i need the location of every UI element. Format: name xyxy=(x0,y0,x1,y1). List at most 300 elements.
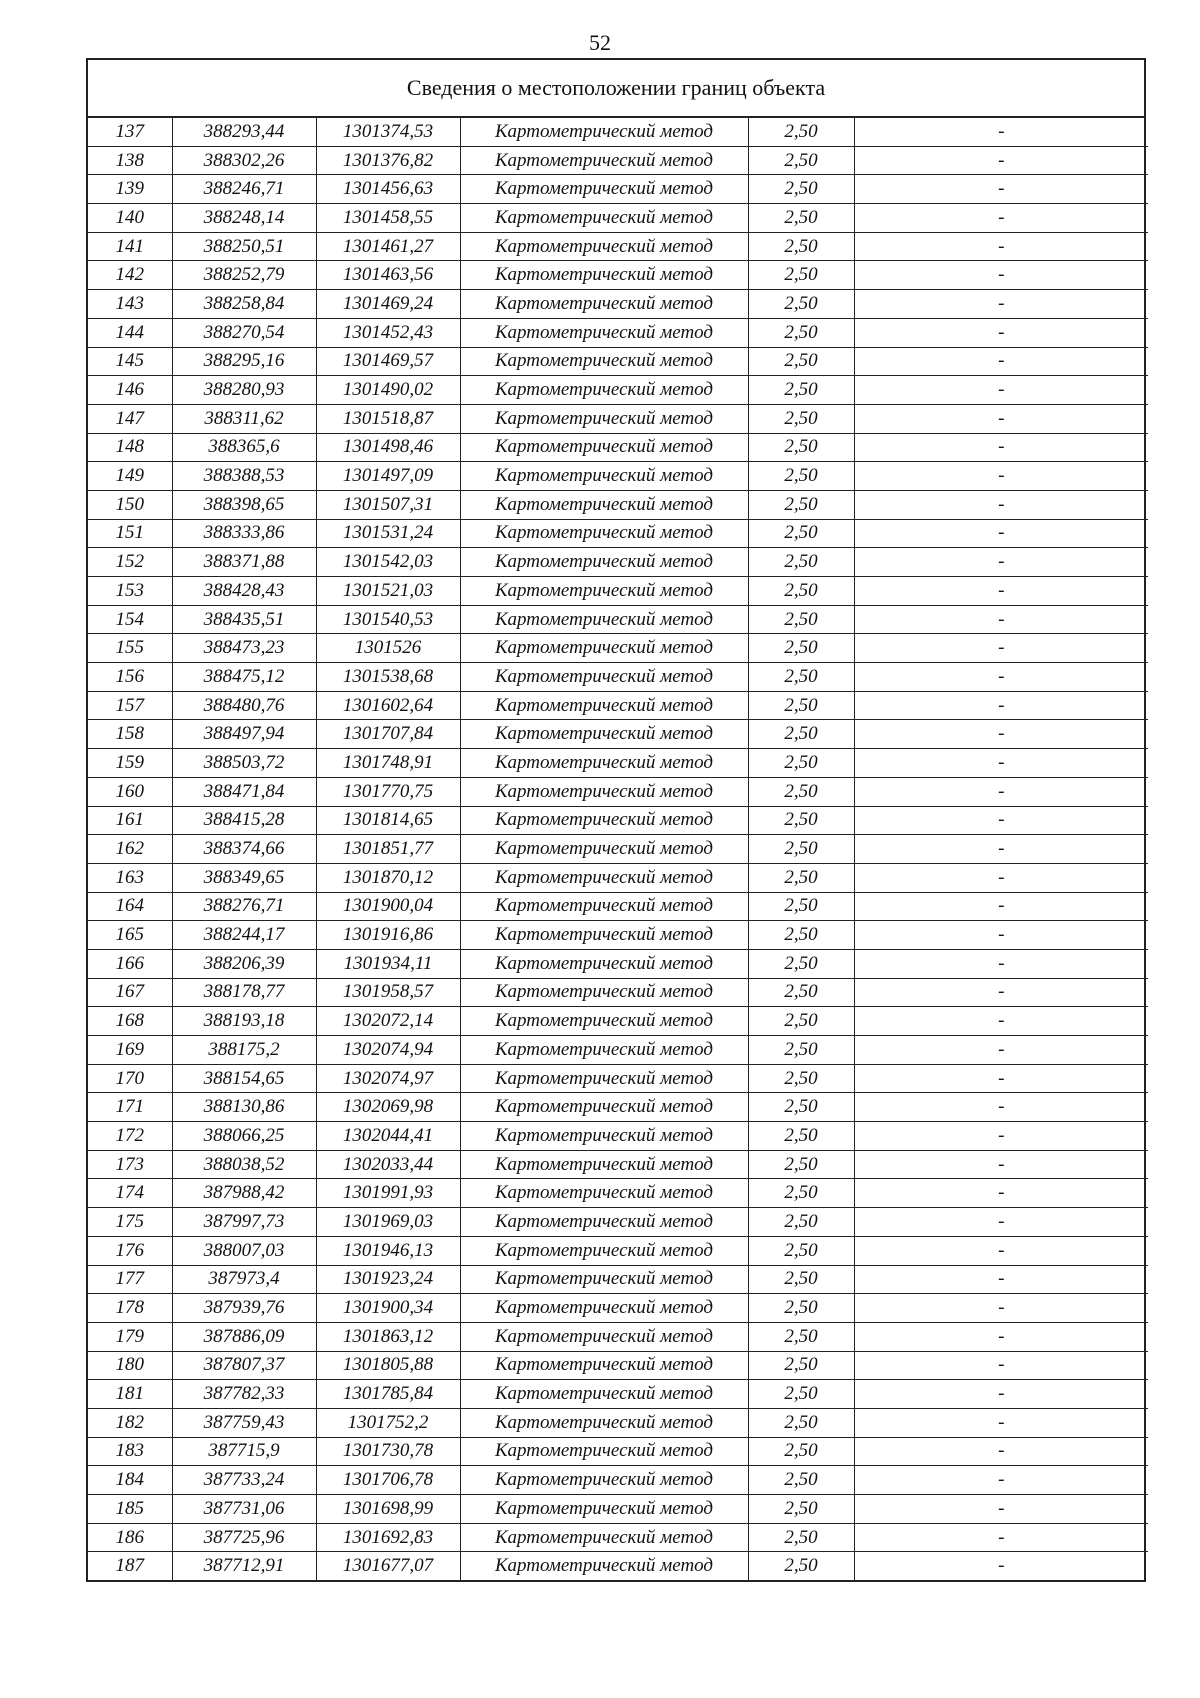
page-number: 52 xyxy=(589,30,611,55)
accuracy-cell: 2,50 xyxy=(748,433,854,462)
x-coordinate-cell: 388475,12 xyxy=(172,663,316,692)
accuracy-cell: 2,50 xyxy=(748,261,854,290)
table-row xyxy=(88,204,1148,233)
method-cell: Картометрический метод xyxy=(460,1408,748,1437)
x-coordinate-cell: 388066,25 xyxy=(172,1122,316,1151)
x-coordinate-cell: 387807,37 xyxy=(172,1351,316,1380)
y-coordinate-cell: 1301692,83 xyxy=(316,1523,460,1552)
x-coordinate-cell: 388250,51 xyxy=(172,232,316,261)
accuracy-cell: 2,50 xyxy=(748,204,854,233)
y-coordinate-cell: 1301521,03 xyxy=(316,577,460,606)
y-coordinate-cell: 1301498,46 xyxy=(316,433,460,462)
method-cell: Картометрический метод xyxy=(460,921,748,950)
point-number-cell: 185 xyxy=(88,1495,172,1524)
x-coordinate-cell: 388293,44 xyxy=(172,118,316,146)
description-cell: - xyxy=(854,404,1148,433)
y-coordinate-cell: 1301958,57 xyxy=(316,978,460,1007)
x-coordinate-cell: 388178,77 xyxy=(172,978,316,1007)
y-coordinate-cell: 1302033,44 xyxy=(316,1150,460,1179)
accuracy-cell: 2,50 xyxy=(748,1495,854,1524)
y-coordinate-cell: 1301497,09 xyxy=(316,462,460,491)
table-row xyxy=(88,548,1148,577)
y-coordinate-cell: 1302074,97 xyxy=(316,1064,460,1093)
x-coordinate-cell: 388154,65 xyxy=(172,1064,316,1093)
table-row xyxy=(88,691,1148,720)
point-number-cell: 141 xyxy=(88,232,172,261)
description-cell: - xyxy=(854,949,1148,978)
method-cell: Картометрический метод xyxy=(460,1208,748,1237)
table-row xyxy=(88,921,1148,950)
description-cell: - xyxy=(854,1236,1148,1265)
table-row xyxy=(88,318,1148,347)
description-cell: - xyxy=(854,663,1148,692)
x-coordinate-cell: 388374,66 xyxy=(172,835,316,864)
point-number-cell: 137 xyxy=(88,118,172,146)
table-row xyxy=(88,892,1148,921)
method-cell: Картометрический метод xyxy=(460,462,748,491)
description-cell: - xyxy=(854,146,1148,175)
description-cell: - xyxy=(854,978,1148,1007)
point-number-cell: 139 xyxy=(88,175,172,204)
accuracy-cell: 2,50 xyxy=(748,1552,854,1580)
accuracy-cell: 2,50 xyxy=(748,1466,854,1495)
description-cell: - xyxy=(854,749,1148,778)
table-row xyxy=(88,1408,1148,1437)
method-cell: Картометрический метод xyxy=(460,1150,748,1179)
table-body xyxy=(88,118,1148,1580)
y-coordinate-cell: 1301748,91 xyxy=(316,749,460,778)
accuracy-cell: 2,50 xyxy=(748,577,854,606)
accuracy-cell: 2,50 xyxy=(748,146,854,175)
x-coordinate-cell: 388175,2 xyxy=(172,1036,316,1065)
accuracy-cell: 2,50 xyxy=(748,1265,854,1294)
method-cell: Картометрический метод xyxy=(460,490,748,519)
table-row xyxy=(88,720,1148,749)
method-cell: Картометрический метод xyxy=(460,1122,748,1151)
method-cell: Картометрический метод xyxy=(460,404,748,433)
table-row xyxy=(88,1351,1148,1380)
point-number-cell: 152 xyxy=(88,548,172,577)
method-cell: Картометрический метод xyxy=(460,1236,748,1265)
x-coordinate-cell: 388371,88 xyxy=(172,548,316,577)
point-number-cell: 180 xyxy=(88,1351,172,1380)
point-number-cell: 147 xyxy=(88,404,172,433)
description-cell: - xyxy=(854,1150,1148,1179)
y-coordinate-cell: 1301458,55 xyxy=(316,204,460,233)
x-coordinate-cell: 387712,91 xyxy=(172,1552,316,1580)
table-row xyxy=(88,949,1148,978)
table-row xyxy=(88,605,1148,634)
x-coordinate-cell: 388480,76 xyxy=(172,691,316,720)
accuracy-cell: 2,50 xyxy=(748,347,854,376)
table-row xyxy=(88,1437,1148,1466)
x-coordinate-cell: 387886,09 xyxy=(172,1322,316,1351)
description-cell: - xyxy=(854,318,1148,347)
x-coordinate-cell: 387715,9 xyxy=(172,1437,316,1466)
description-cell: - xyxy=(854,1265,1148,1294)
accuracy-cell: 2,50 xyxy=(748,404,854,433)
y-coordinate-cell: 1301540,53 xyxy=(316,605,460,634)
point-number-cell: 172 xyxy=(88,1122,172,1151)
accuracy-cell: 2,50 xyxy=(748,921,854,950)
accuracy-cell: 2,50 xyxy=(748,1007,854,1036)
accuracy-cell: 2,50 xyxy=(748,1437,854,1466)
method-cell: Картометрический метод xyxy=(460,318,748,347)
accuracy-cell: 2,50 xyxy=(748,777,854,806)
method-cell: Картометрический метод xyxy=(460,949,748,978)
table-row xyxy=(88,634,1148,663)
table-row xyxy=(88,1150,1148,1179)
method-cell: Картометрический метод xyxy=(460,691,748,720)
point-number-cell: 153 xyxy=(88,577,172,606)
y-coordinate-cell: 1301677,07 xyxy=(316,1552,460,1580)
x-coordinate-cell: 388270,54 xyxy=(172,318,316,347)
x-coordinate-cell: 388311,62 xyxy=(172,404,316,433)
table-row xyxy=(88,290,1148,319)
table-row xyxy=(88,1208,1148,1237)
description-cell: - xyxy=(854,720,1148,749)
accuracy-cell: 2,50 xyxy=(748,605,854,634)
description-cell: - xyxy=(854,1093,1148,1122)
table-row xyxy=(88,146,1148,175)
table-row xyxy=(88,1552,1148,1580)
x-coordinate-cell: 388497,94 xyxy=(172,720,316,749)
description-cell: - xyxy=(854,118,1148,146)
accuracy-cell: 2,50 xyxy=(748,175,854,204)
x-coordinate-cell: 388206,39 xyxy=(172,949,316,978)
x-coordinate-cell: 388333,86 xyxy=(172,519,316,548)
description-cell: - xyxy=(998,1555,1005,1577)
description-cell: - xyxy=(854,462,1148,491)
x-coordinate-cell: 388246,71 xyxy=(172,175,316,204)
method-cell: Картометрический метод xyxy=(460,347,748,376)
description-cell: - xyxy=(854,1036,1148,1065)
table-row xyxy=(88,1064,1148,1093)
table-row xyxy=(88,1294,1148,1323)
method-cell: Картометрический метод xyxy=(460,1351,748,1380)
x-coordinate-cell: 388388,53 xyxy=(172,462,316,491)
point-number-cell: 167 xyxy=(88,978,172,1007)
point-number-cell: 143 xyxy=(88,290,172,319)
table-row xyxy=(88,1265,1148,1294)
table-row xyxy=(88,835,1148,864)
method-cell: Картометрический метод xyxy=(460,204,748,233)
point-number-cell: 171 xyxy=(88,1093,172,1122)
point-number-cell: 187 xyxy=(88,1552,172,1580)
y-coordinate-cell: 1301376,82 xyxy=(316,146,460,175)
y-coordinate-cell: 1301863,12 xyxy=(316,1322,460,1351)
method-cell: Картометрический метод xyxy=(460,376,748,405)
table-row xyxy=(88,1179,1148,1208)
point-number-cell: 177 xyxy=(88,1265,172,1294)
accuracy-cell: 2,50 xyxy=(748,634,854,663)
point-number-cell: 146 xyxy=(88,376,172,405)
y-coordinate-cell: 1301526 xyxy=(316,634,460,663)
method-cell: Картометрический метод xyxy=(460,1322,748,1351)
point-number-cell: 164 xyxy=(88,892,172,921)
x-coordinate-cell: 388471,84 xyxy=(172,777,316,806)
y-coordinate-cell: 1301916,86 xyxy=(316,921,460,950)
table-row xyxy=(88,978,1148,1007)
accuracy-cell: 2,50 xyxy=(748,490,854,519)
method-cell: Картометрический метод xyxy=(460,605,748,634)
method-cell: Картометрический метод xyxy=(460,1437,748,1466)
table-row xyxy=(88,777,1148,806)
x-coordinate-cell: 388193,18 xyxy=(172,1007,316,1036)
point-number-cell: 183 xyxy=(88,1437,172,1466)
accuracy-cell: 2,50 xyxy=(748,1236,854,1265)
table-row xyxy=(88,261,1148,290)
point-number-cell: 151 xyxy=(88,519,172,548)
y-coordinate-cell: 1301542,03 xyxy=(316,548,460,577)
description-cell: - xyxy=(854,1351,1148,1380)
description-cell: - xyxy=(854,1122,1148,1151)
y-coordinate-cell: 1301851,77 xyxy=(316,835,460,864)
method-cell: Картометрический метод xyxy=(460,232,748,261)
point-number-cell: 175 xyxy=(88,1208,172,1237)
description-cell: - xyxy=(854,1179,1148,1208)
point-number-cell: 176 xyxy=(88,1236,172,1265)
x-coordinate-cell: 387731,06 xyxy=(172,1495,316,1524)
point-number-cell: 154 xyxy=(88,605,172,634)
accuracy-cell: 2,50 xyxy=(748,118,854,146)
point-number-cell: 182 xyxy=(88,1408,172,1437)
table-row xyxy=(88,749,1148,778)
table-row xyxy=(88,347,1148,376)
y-coordinate-cell: 1301900,04 xyxy=(316,892,460,921)
x-coordinate-cell: 387759,43 xyxy=(172,1408,316,1437)
description-cell: - xyxy=(854,1007,1148,1036)
table-row xyxy=(88,1322,1148,1351)
accuracy-cell: 2,50 xyxy=(748,1294,854,1323)
x-coordinate-cell: 388248,14 xyxy=(172,204,316,233)
description-cell: - xyxy=(854,519,1148,548)
y-coordinate-cell: 1301923,24 xyxy=(316,1265,460,1294)
description-cell: - xyxy=(854,863,1148,892)
table-row xyxy=(88,1007,1148,1036)
y-coordinate-cell: 1301900,34 xyxy=(316,1294,460,1323)
point-number-cell: 145 xyxy=(88,347,172,376)
point-number-cell: 159 xyxy=(88,749,172,778)
method-cell: Картометрический метод xyxy=(460,1064,748,1093)
method-cell: Картометрический метод xyxy=(460,146,748,175)
accuracy-cell: 2,50 xyxy=(748,376,854,405)
x-coordinate-cell: 387782,33 xyxy=(172,1380,316,1409)
method-cell: Картометрический метод xyxy=(460,577,748,606)
accuracy-cell: 2,50 xyxy=(748,949,854,978)
x-coordinate-cell: 388258,84 xyxy=(172,290,316,319)
point-number-cell: 163 xyxy=(88,863,172,892)
method-cell: Картометрический метод xyxy=(460,1036,748,1065)
x-coordinate-cell: 388365,6 xyxy=(172,433,316,462)
y-coordinate-cell: 1301707,84 xyxy=(316,720,460,749)
description-cell: - xyxy=(854,548,1148,577)
description-cell: - xyxy=(854,1495,1148,1524)
x-coordinate-cell: 388302,26 xyxy=(172,146,316,175)
description-cell: - xyxy=(854,634,1148,663)
point-number-cell: 184 xyxy=(88,1466,172,1495)
table-row xyxy=(88,663,1148,692)
x-coordinate-cell: 387988,42 xyxy=(172,1179,316,1208)
x-coordinate-cell: 388503,72 xyxy=(172,749,316,778)
accuracy-cell: 2,50 xyxy=(748,663,854,692)
description-cell: - xyxy=(854,261,1148,290)
method-cell: Картометрический метод xyxy=(460,1179,748,1208)
y-coordinate-cell: 1301518,87 xyxy=(316,404,460,433)
method-cell: Картометрический метод xyxy=(460,118,748,146)
method-cell: Картометрический метод xyxy=(460,1007,748,1036)
y-coordinate-cell: 1301456,63 xyxy=(316,175,460,204)
description-cell: - xyxy=(854,204,1148,233)
accuracy-cell: 2,50 xyxy=(748,749,854,778)
description-cell: - xyxy=(854,1466,1148,1495)
y-coordinate-cell: 1301814,65 xyxy=(316,806,460,835)
method-cell: Картометрический метод xyxy=(460,835,748,864)
x-coordinate-cell: 388276,71 xyxy=(172,892,316,921)
description-cell: - xyxy=(854,376,1148,405)
table-row xyxy=(88,1466,1148,1495)
description-cell: - xyxy=(854,347,1148,376)
x-coordinate-cell: 387733,24 xyxy=(172,1466,316,1495)
accuracy-cell: 2,50 xyxy=(748,720,854,749)
accuracy-cell: 2,50 xyxy=(748,892,854,921)
table-row xyxy=(88,1122,1148,1151)
description-cell: - xyxy=(854,433,1148,462)
y-coordinate-cell: 1301469,24 xyxy=(316,290,460,319)
method-cell: Картометрический метод xyxy=(460,663,748,692)
table-row xyxy=(88,462,1148,491)
point-number-cell: 186 xyxy=(88,1523,172,1552)
boundary-table-frame xyxy=(86,58,1146,1582)
accuracy-cell: 2,50 xyxy=(748,1380,854,1409)
method-cell: Картометрический метод xyxy=(460,1523,748,1552)
description-cell: - xyxy=(854,1380,1148,1409)
x-coordinate-cell: 388244,17 xyxy=(172,921,316,950)
table-row xyxy=(88,118,1148,146)
method-cell: Картометрический метод xyxy=(460,1093,748,1122)
description-cell: - xyxy=(854,835,1148,864)
accuracy-cell: 2,50 xyxy=(748,691,854,720)
method-cell: Картометрический метод xyxy=(460,1495,748,1524)
point-number-cell: 178 xyxy=(88,1294,172,1323)
x-coordinate-cell: 388473,23 xyxy=(172,634,316,663)
y-coordinate-cell: 1301374,53 xyxy=(316,118,460,146)
point-number-cell: 148 xyxy=(88,433,172,462)
accuracy-cell: 2,50 xyxy=(748,1179,854,1208)
description-cell: - xyxy=(854,691,1148,720)
x-coordinate-cell: 388398,65 xyxy=(172,490,316,519)
point-number-cell: 157 xyxy=(88,691,172,720)
y-coordinate-cell: 1301946,13 xyxy=(316,1236,460,1265)
y-coordinate-cell: 1301706,78 xyxy=(316,1466,460,1495)
table-row xyxy=(88,1380,1148,1409)
point-number-cell: 140 xyxy=(88,204,172,233)
point-number-cell: 158 xyxy=(88,720,172,749)
description-cell: - xyxy=(854,806,1148,835)
method-cell: Картометрический метод xyxy=(460,777,748,806)
y-coordinate-cell: 1301507,31 xyxy=(316,490,460,519)
y-coordinate-cell: 1301469,57 xyxy=(316,347,460,376)
method-cell: Картометрический метод xyxy=(460,863,748,892)
x-coordinate-cell: 388280,93 xyxy=(172,376,316,405)
accuracy-cell: 2,50 xyxy=(748,1322,854,1351)
method-cell: Картометрический метод xyxy=(460,806,748,835)
y-coordinate-cell: 1301785,84 xyxy=(316,1380,460,1409)
method-cell: Картометрический метод xyxy=(460,433,748,462)
point-number-cell: 144 xyxy=(88,318,172,347)
method-cell: Картометрический метод xyxy=(460,548,748,577)
method-cell: Картометрический метод xyxy=(460,1294,748,1323)
point-number-cell: 170 xyxy=(88,1064,172,1093)
y-coordinate-cell: 1302074,94 xyxy=(316,1036,460,1065)
description-cell: - xyxy=(854,490,1148,519)
description-cell: - xyxy=(854,921,1148,950)
method-cell: Картометрический метод xyxy=(460,261,748,290)
x-coordinate-cell: 388130,86 xyxy=(172,1093,316,1122)
table-row xyxy=(88,519,1148,548)
point-number-cell: 156 xyxy=(88,663,172,692)
y-coordinate-cell: 1301461,27 xyxy=(316,232,460,261)
point-number-cell: 162 xyxy=(88,835,172,864)
x-coordinate-cell: 388252,79 xyxy=(172,261,316,290)
table-row xyxy=(88,433,1148,462)
x-coordinate-cell: 388349,65 xyxy=(172,863,316,892)
method-cell: Картометрический метод xyxy=(460,978,748,1007)
description-cell: - xyxy=(854,175,1148,204)
point-number-cell: 165 xyxy=(88,921,172,950)
x-coordinate-cell: 387973,4 xyxy=(172,1265,316,1294)
y-coordinate-cell: 1301698,99 xyxy=(316,1495,460,1524)
point-number-cell: 155 xyxy=(88,634,172,663)
table-row xyxy=(88,376,1148,405)
method-cell: Картометрический метод xyxy=(460,1466,748,1495)
y-coordinate-cell: 1301969,03 xyxy=(316,1208,460,1237)
table-row xyxy=(88,1236,1148,1265)
table-row xyxy=(88,1495,1148,1524)
accuracy-cell: 2,50 xyxy=(748,548,854,577)
point-number-cell: 181 xyxy=(88,1380,172,1409)
method-cell: Картометрический метод xyxy=(460,519,748,548)
accuracy-cell: 2,50 xyxy=(748,1408,854,1437)
point-number-cell: 161 xyxy=(88,806,172,835)
description-cell: - xyxy=(854,290,1148,319)
y-coordinate-cell: 1301463,56 xyxy=(316,261,460,290)
point-number-cell: 179 xyxy=(88,1322,172,1351)
accuracy-cell: 2,50 xyxy=(748,1064,854,1093)
table-row xyxy=(88,404,1148,433)
description-cell: - xyxy=(854,777,1148,806)
x-coordinate-cell: 388435,51 xyxy=(172,605,316,634)
y-coordinate-cell: 1301934,11 xyxy=(316,949,460,978)
x-coordinate-cell: 388295,16 xyxy=(172,347,316,376)
y-coordinate-cell: 1301991,93 xyxy=(316,1179,460,1208)
y-coordinate-cell: 1301730,78 xyxy=(316,1437,460,1466)
y-coordinate-cell: 1301752,2 xyxy=(316,1408,460,1437)
table-row xyxy=(88,863,1148,892)
y-coordinate-cell: 1301805,88 xyxy=(316,1351,460,1380)
accuracy-cell: 2,50 xyxy=(748,1523,854,1552)
y-coordinate-cell: 1302072,14 xyxy=(316,1007,460,1036)
accuracy-cell: 2,50 xyxy=(748,290,854,319)
description-cell: - xyxy=(854,1322,1148,1351)
accuracy-cell: 2,50 xyxy=(748,1150,854,1179)
description-cell: - xyxy=(854,1064,1148,1093)
table-row xyxy=(88,577,1148,606)
accuracy-cell: 2,50 xyxy=(748,863,854,892)
description-cell: - xyxy=(854,892,1148,921)
y-coordinate-cell: 1301531,24 xyxy=(316,519,460,548)
table-row xyxy=(88,806,1148,835)
